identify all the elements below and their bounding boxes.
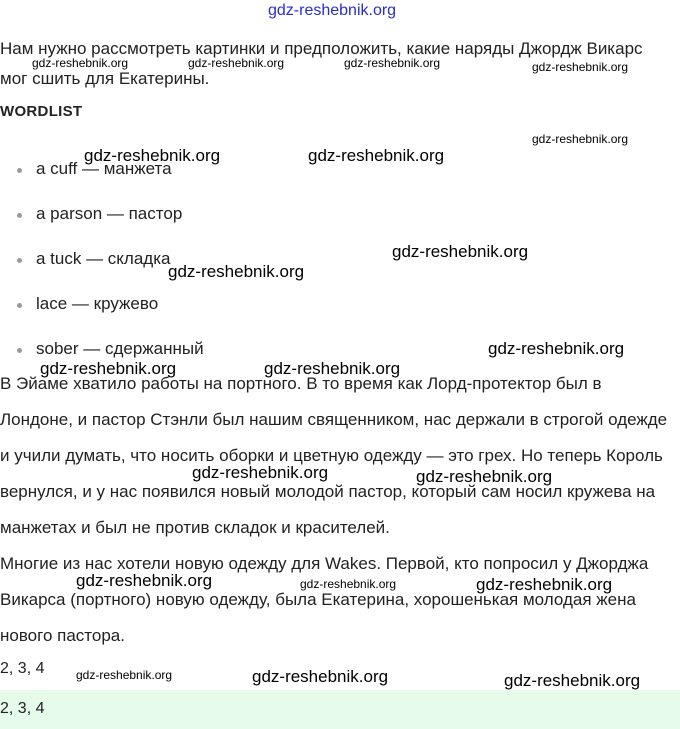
bullet-icon [17,213,22,218]
bullet-icon [17,258,22,263]
bullet-icon [17,348,22,353]
translation-text [0,366,676,654]
watermark: gdz-reshebnik.org [488,339,625,358]
watermark: gdz-reshebnik.org [252,667,389,686]
watermark: gdz-reshebnik.org [168,262,305,281]
watermark: gdz-reshebnik.org [40,359,177,378]
word-entry: lace — кружево [36,294,159,313]
watermark: gdz-reshebnik.org [84,146,221,165]
word-entry: sober — сдержанный [36,339,204,358]
answer-text: 2, 3, 4 [0,660,45,677]
translation-paragraph-1: В Эйаме хватило работы на портного. В то время как Лорд-протектор был в Лондоне, и пастор Стэнли был нашим священником, нас держали в строгой одежде и учили думать, что носить оборки и цветную одежду — это грех. Но теперь Король вернулся, и у нас появился новый молодой пастор, который сам носил кружева на манжетах и был не против складок и красителей. [0,374,668,537]
watermark: gdz-reshebnik.org [532,132,629,146]
word-entry: a cuff — манжета [36,159,172,178]
bullet-icon [17,303,22,308]
watermark: gdz-reshebnik.org [192,463,329,482]
watermark: gdz-reshebnik.org [392,242,529,261]
list-item [0,287,204,332]
watermark: gdz-reshebnik.org [264,359,401,378]
translation-paragraph-2: Многие из нас хотели новую одежду для Wakes. Первой, кто попросил у Джорджа Викарса (портного) новую одежду, была Екатерина, хорошенькая молодая жена нового пастора. [0,554,649,645]
intro-text: Нам нужно рассмотреть картинки и предположить, какие наряды Джордж Викарс мог сшить для Екатерины. [0,39,643,88]
watermark: gdz-reshebnik.org [32,56,129,70]
watermark: gdz-reshebnik.org [188,56,285,70]
watermark: gdz-reshebnik.org [476,575,613,594]
watermark-top: gdz-reshebnik.org [268,2,397,19]
word-entry: a parson — пастор [36,204,183,223]
watermark: gdz-reshebnik.org [344,56,441,70]
bullet-icon [17,168,22,173]
answer-highlight-box [0,690,680,729]
word-entry: a tuck — складка [36,249,171,268]
answer-highlight-text: 2, 3, 4 [0,700,45,717]
watermark: gdz-reshebnik.org [308,146,445,165]
watermark: gdz-reshebnik.org [416,467,553,486]
watermark: gdz-reshebnik.org [532,60,629,74]
wordlist-heading: WORDLIST [0,103,83,120]
watermark: gdz-reshebnik.org [300,577,397,591]
watermark: gdz-reshebnik.org [76,571,213,590]
watermark: gdz-reshebnik.org [76,668,173,682]
watermark: gdz-reshebnik.org [504,671,641,690]
list-item [0,197,204,242]
